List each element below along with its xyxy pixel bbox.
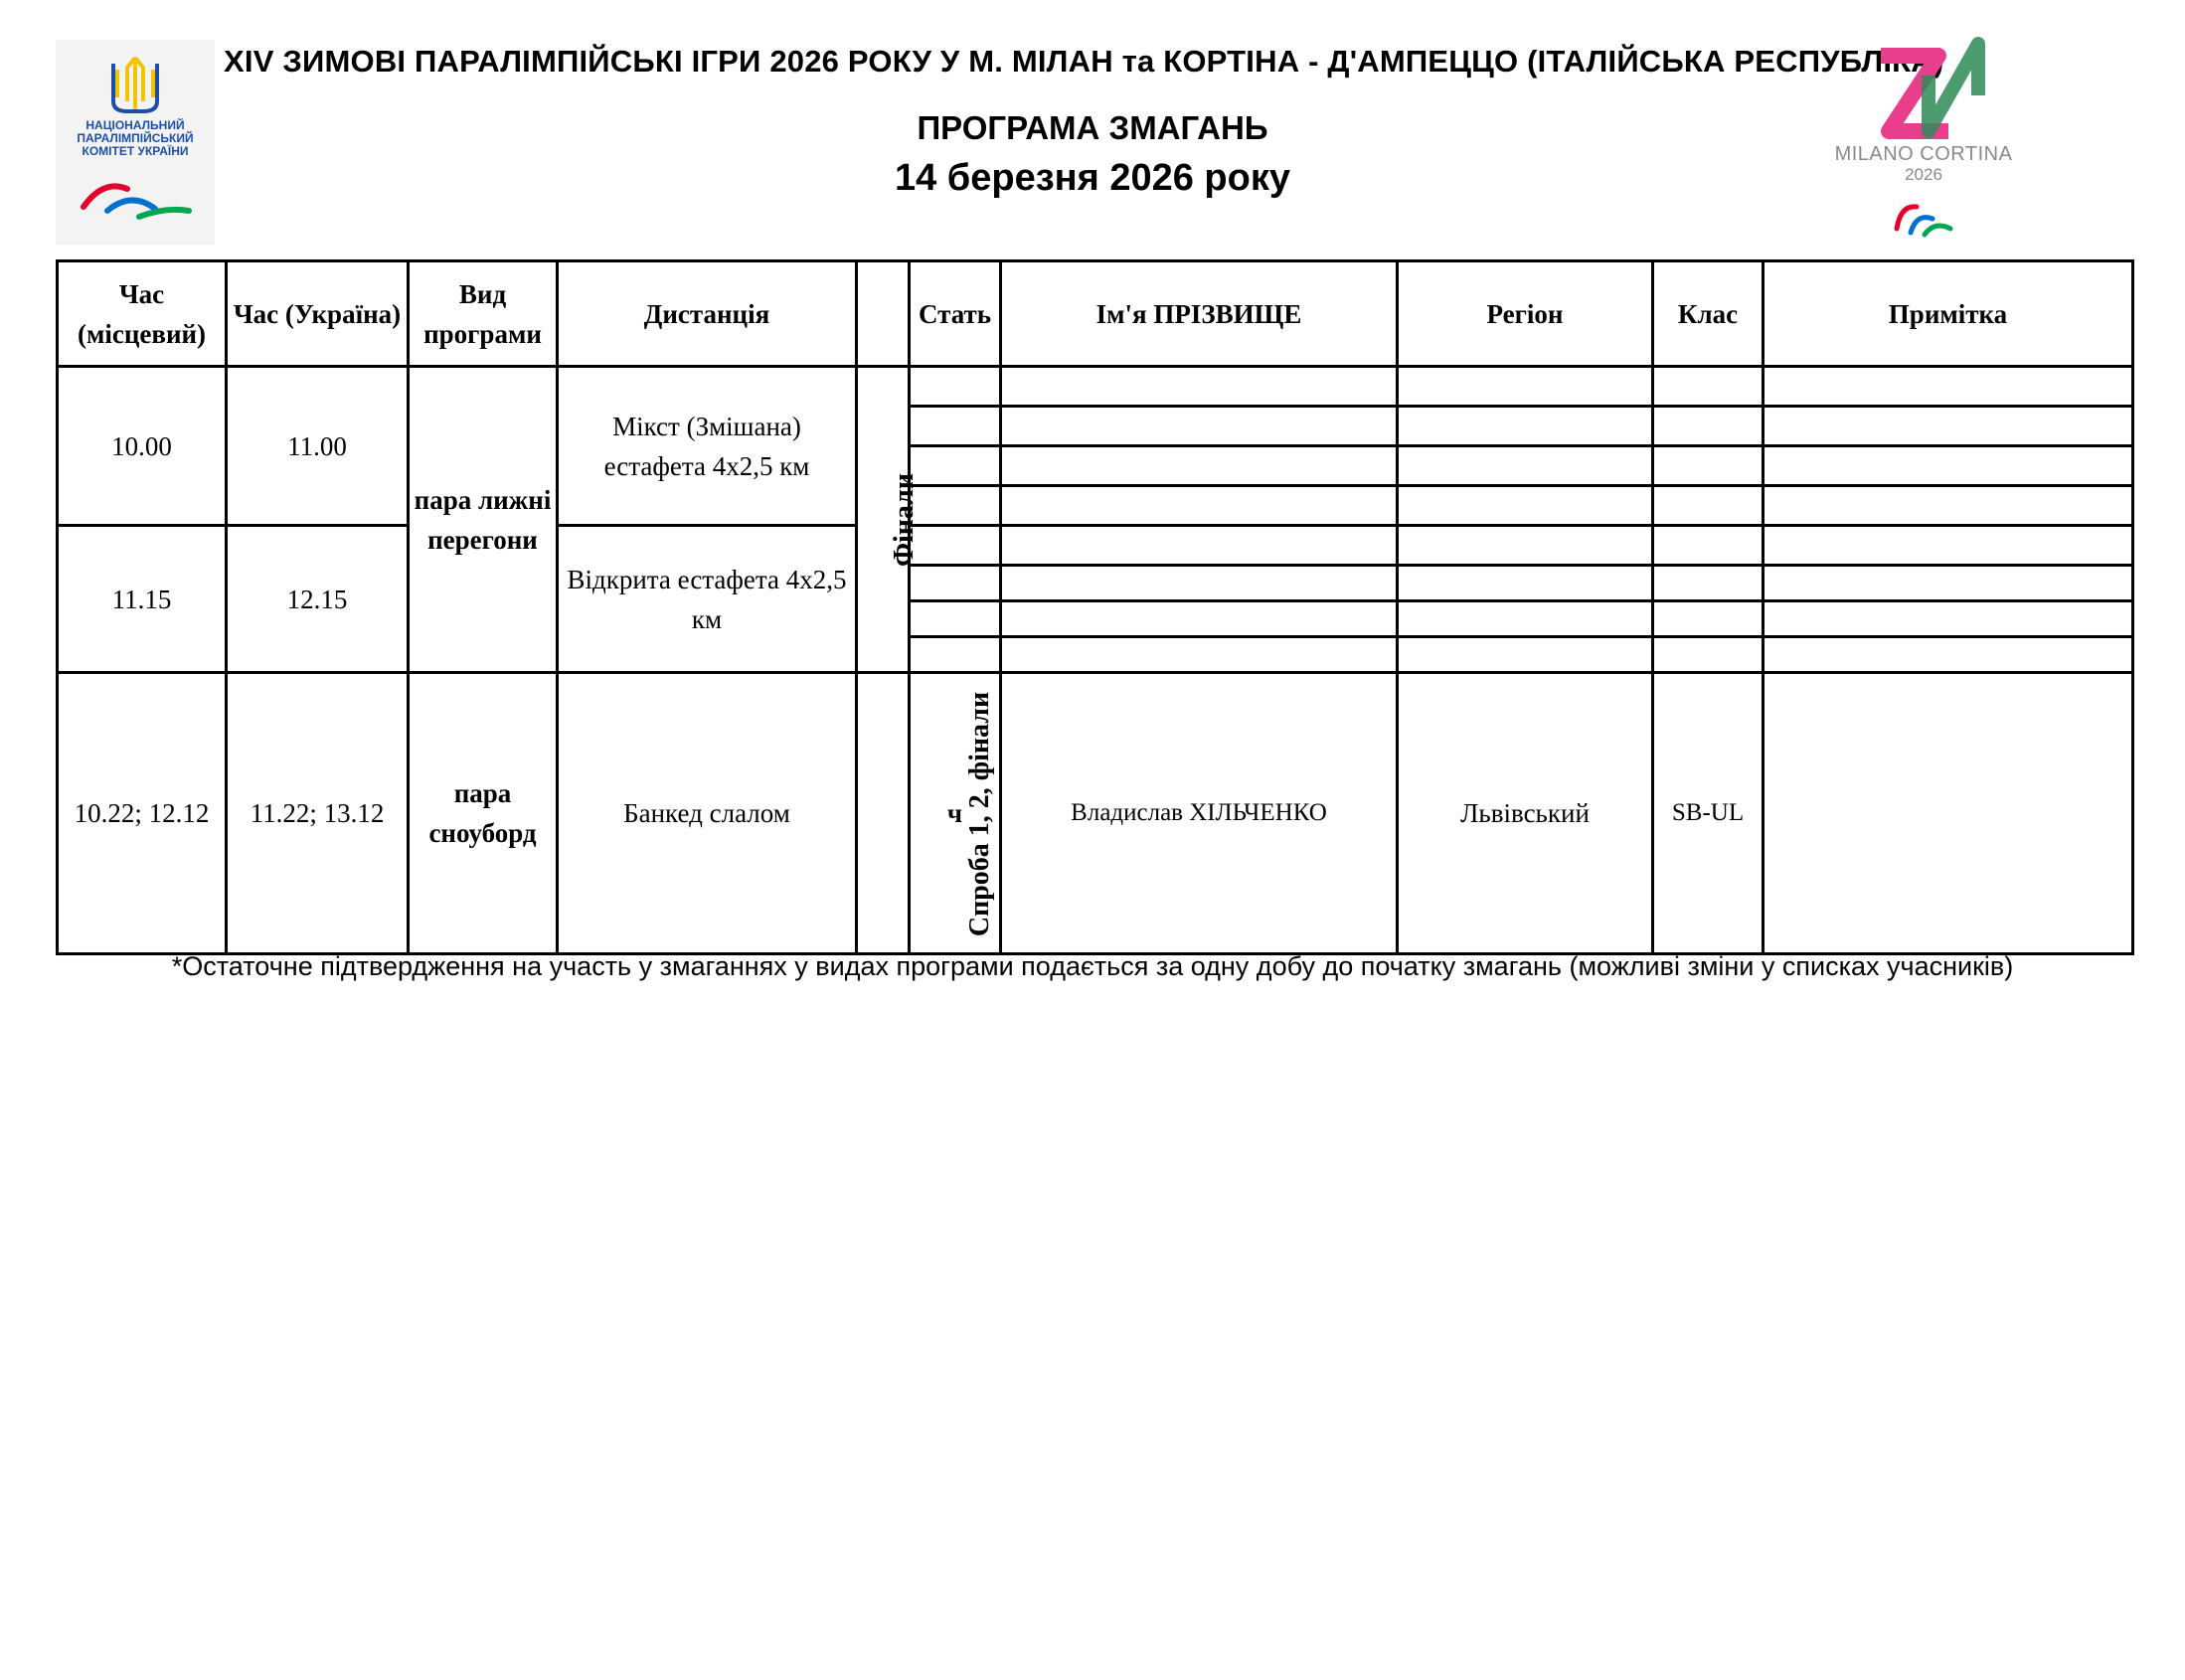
header-region: Регіон — [1398, 261, 1653, 367]
empty-cell — [1653, 637, 1764, 673]
empty-cell — [1001, 367, 1398, 407]
empty-cell — [1001, 486, 1398, 526]
time-local-cell: 10.22; 12.12 — [58, 673, 227, 954]
empty-cell — [1764, 601, 2133, 637]
empty-cell — [1001, 407, 1398, 446]
note-cell — [1764, 673, 2133, 954]
milano-cortina-year: 2026 — [1905, 165, 1942, 184]
header-name: Ім'я ПРІЗВИЩЕ — [1001, 261, 1398, 367]
header-class: Клас — [1653, 261, 1764, 367]
program-cell: пара лижні перегони — [409, 367, 558, 673]
empty-cell — [1398, 367, 1653, 407]
empty-cell — [1764, 486, 2133, 526]
empty-cell — [1398, 637, 1653, 673]
class-cell: SB-UL — [1653, 673, 1764, 954]
region-cell: Львівський — [1398, 673, 1653, 954]
sex-cell: ч — [910, 673, 1001, 954]
table-header-row — [58, 261, 2133, 367]
stage-label: Фінали — [889, 472, 921, 568]
empty-cell — [910, 637, 1001, 673]
empty-cell — [1398, 407, 1653, 446]
empty-cell — [1764, 566, 2133, 601]
empty-cell — [910, 407, 1001, 446]
table-row — [58, 526, 2133, 566]
footnote: *Остаточне підтвердження на участь у змаганнях у видах програми подається за одну добу до початку змагань (можливі зміни у списках учасників) — [171, 951, 2014, 981]
time-ukraine-cell: 11.22; 13.12 — [227, 673, 409, 954]
header-time-local: Час (місцевий) — [58, 261, 227, 367]
empty-cell — [1764, 407, 2133, 446]
stage-cell — [857, 673, 996, 954]
empty-cell — [1001, 446, 1398, 486]
empty-cell — [1653, 566, 1764, 601]
npc-logo-text: НАЦІОНАЛЬНИЙ ПАРАЛІМПІЙСЬКИЙ КОМІТЕТ УКРАЇНИ — [77, 118, 194, 158]
stage-label: Спроба 1, 2, фінали — [964, 691, 996, 936]
time-local-cell: 11.15 — [58, 526, 227, 673]
empty-cell — [1653, 446, 1764, 486]
empty-cell — [1764, 526, 2133, 566]
empty-cell — [1398, 486, 1653, 526]
header-program: Вид програми — [409, 261, 558, 367]
empty-cell — [1653, 526, 1764, 566]
distance-cell: Мікст (Змішана) естафета 4х2,5 км — [558, 367, 857, 526]
empty-cell — [910, 367, 1001, 407]
empty-cell — [1764, 637, 2133, 673]
page-title: XIV ЗИМОВІ ПАРАЛІМПІЙСЬКІ ІГРИ 2026 РОКУ У М. МІЛАН та КОРТІНА - Д'АМПЕЦЦО (ІТАЛІЙСЬКА РЕСПУБЛІКА) — [224, 44, 1944, 79]
competition-program-table — [56, 259, 2134, 955]
distance-cell: Банкед слалом — [558, 673, 857, 954]
empty-cell — [1653, 367, 1764, 407]
empty-cell — [1001, 526, 1398, 566]
table-row — [58, 367, 2133, 407]
distance-cell: Відкрита естафета 4х2,5 км — [558, 526, 857, 673]
milano-cortina-text: MILANO CORTINA — [1834, 143, 2013, 165]
header-note: Примітка — [1764, 261, 2133, 367]
empty-cell — [1764, 367, 2133, 407]
athlete-name-cell: Владислав ХІЛЬЧЕНКО — [1001, 673, 1398, 954]
empty-cell — [1398, 601, 1653, 637]
empty-cell — [910, 566, 1001, 601]
empty-cell — [1398, 566, 1653, 601]
empty-cell — [1653, 486, 1764, 526]
header-time-ukraine: Час (Україна) — [227, 261, 409, 367]
empty-cell — [1398, 526, 1653, 566]
empty-cell — [1001, 637, 1398, 673]
empty-cell — [1001, 566, 1398, 601]
time-ukraine-cell: 11.00 — [227, 367, 409, 526]
empty-cell — [1653, 601, 1764, 637]
header-distance: Дистанція — [558, 261, 857, 367]
program-date: 14 березня 2026 року — [894, 157, 1291, 199]
empty-cell — [910, 601, 1001, 637]
table-row-snowboard — [58, 673, 2133, 954]
empty-cell — [1764, 446, 2133, 486]
empty-cell — [1001, 601, 1398, 637]
empty-cell — [1653, 407, 1764, 446]
time-ukraine-cell: 12.15 — [227, 526, 409, 673]
time-local-cell: 10.00 — [58, 367, 227, 526]
empty-cell — [1398, 446, 1653, 486]
header-stage — [857, 261, 910, 367]
program-cell: пара сноуборд — [409, 673, 558, 954]
stage-cell — [857, 367, 921, 673]
header-sex: Стать — [910, 261, 1001, 367]
program-subtitle: ПРОГРАМА ЗМАГАНЬ — [917, 109, 1268, 146]
